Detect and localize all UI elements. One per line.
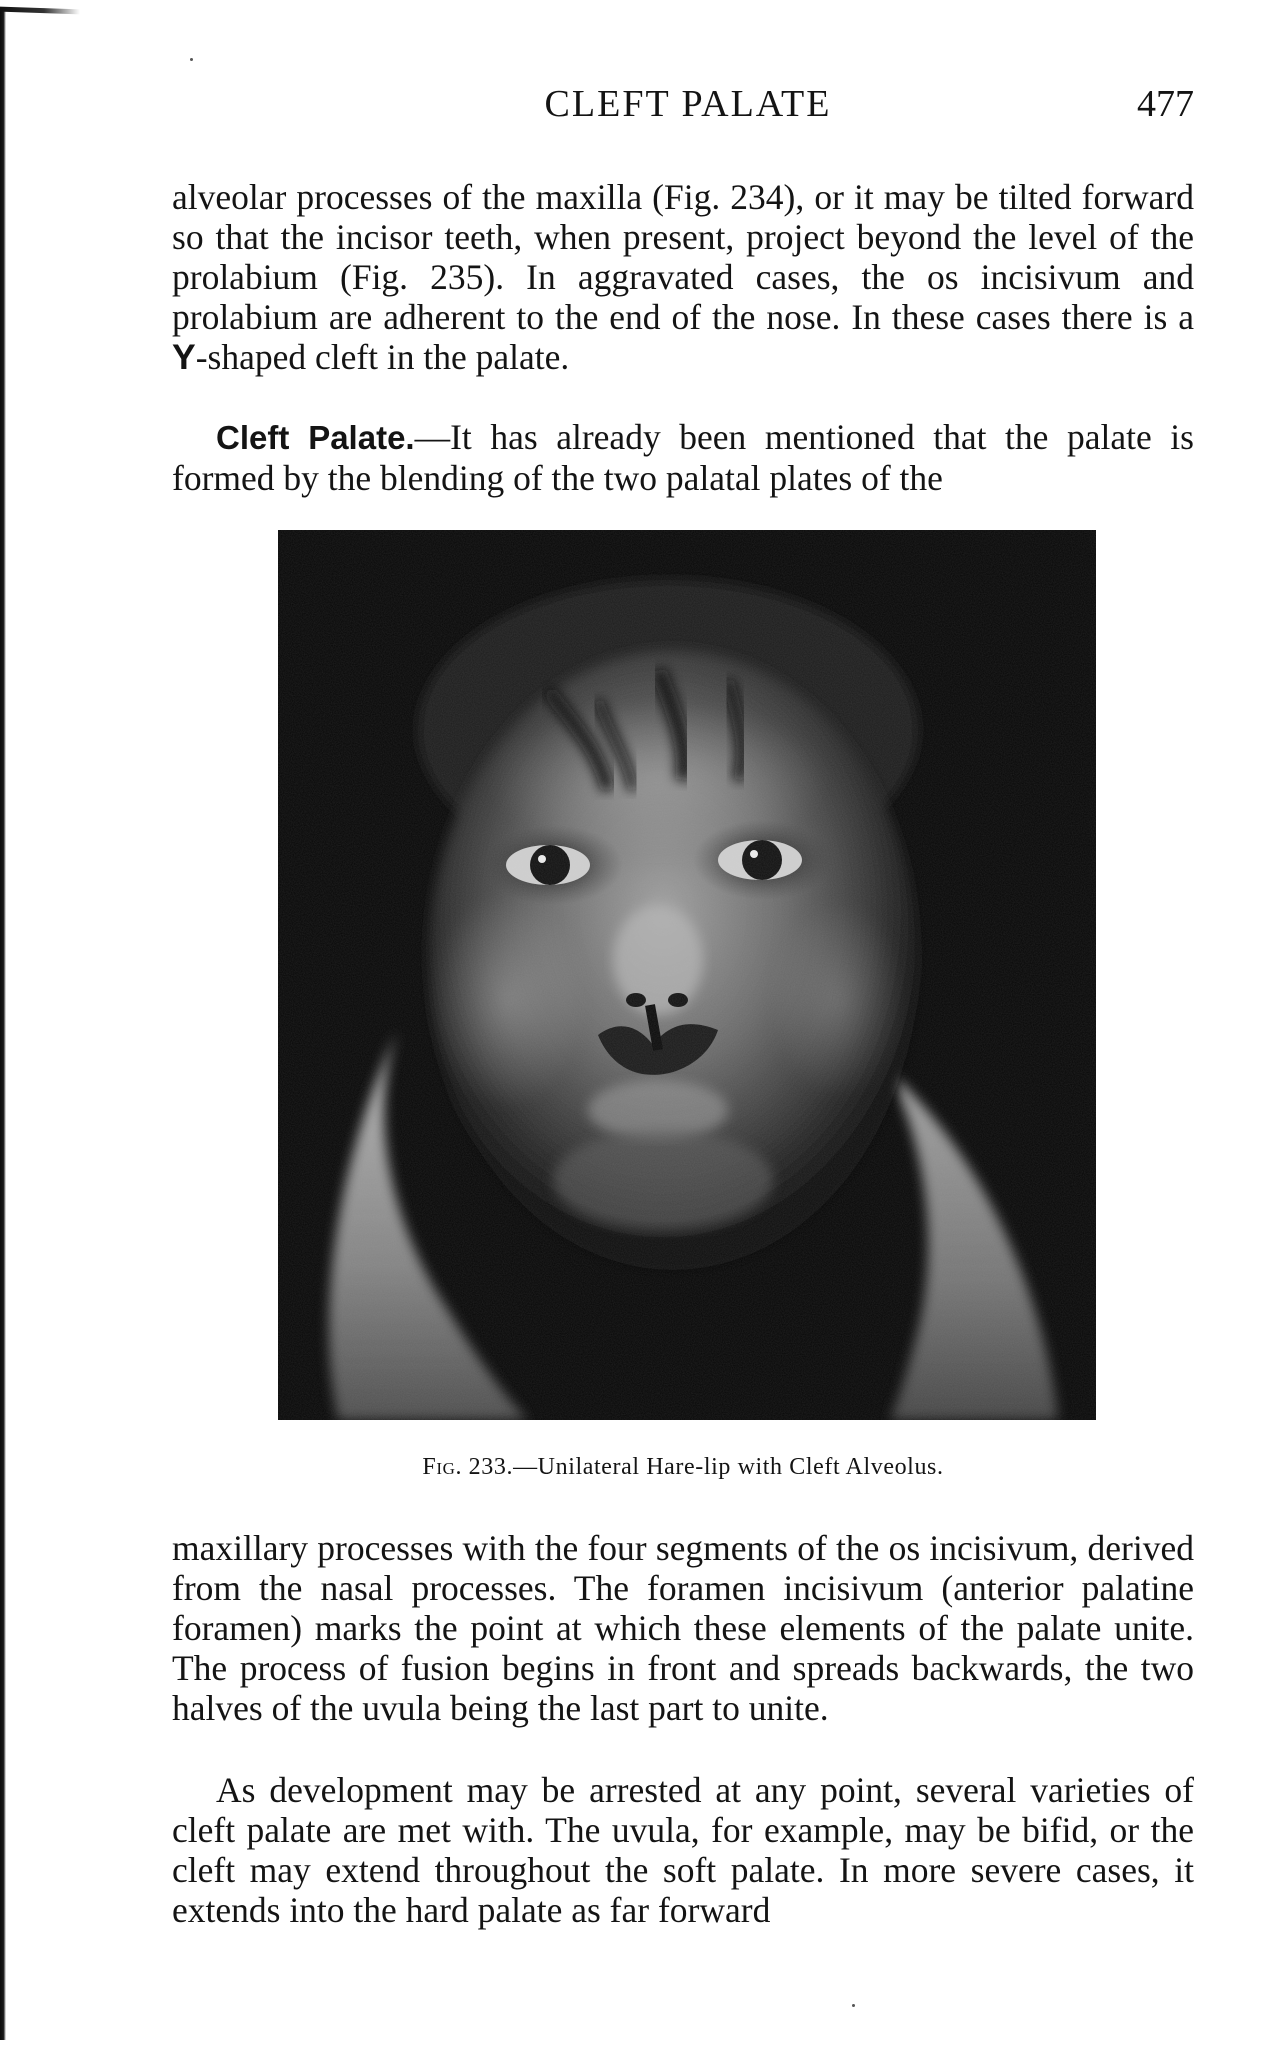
binding-corner [0, 7, 80, 15]
page-number: 477 [1137, 83, 1194, 125]
paragraph-top-end: -shaped cleft in the palate. [195, 337, 570, 377]
paragraph-cleft-palate [172, 417, 1194, 498]
figure-label: Fig. 233. [422, 1454, 514, 1480]
paragraph-top-text: alveolar processes of the maxilla (Fig. 234), or it may be tilted forward so that the incisor teeth, when present, project beyond the level of the prolabium (Fig. 235). In aggravated cases, the os incisivum and prolabium are adherent to the end of the nose. In these cases there is a [172, 177, 1194, 337]
binding-edge [0, 10, 6, 2040]
paragraph-bottom-1: maxillary processes with the four segments of the os incisivum, derived from the nasal processes. The foramen incisivum (anterior palatine foramen) marks the point at which these elements of the palate unite. The process of fusion begins in front and spreads backwards, the two halves of the uvula being the last part to unite. [172, 1528, 1194, 1728]
figure-caption-text: —Unilateral Hare-lip with Cleft Alveolus. [513, 1454, 944, 1480]
paragraph-bottom-2: As development may be arrested at any point, several varieties of cleft palate are met with. The uvula, for example, may be bifid, or the cleft may extend throughout the soft palate. In more severe cases, it extends into the hard palate as far forward [172, 1770, 1194, 1930]
y-shaped-letter: Y [172, 337, 196, 377]
section-heading-cleft-palate: Cleft Palate. [216, 419, 415, 456]
scan-speck [190, 58, 193, 61]
paragraph-cleft-text: —It has already been mentioned that the palate is formed by the blending of the two palatal plates of the [172, 417, 1194, 498]
figure-caption [172, 1454, 1194, 1481]
paragraph-top [172, 177, 1194, 377]
running-head [172, 82, 1194, 132]
scan-speck [852, 2004, 855, 2007]
figure-photograph [278, 530, 1096, 1420]
running-title: CLEFT PALATE [544, 83, 832, 125]
